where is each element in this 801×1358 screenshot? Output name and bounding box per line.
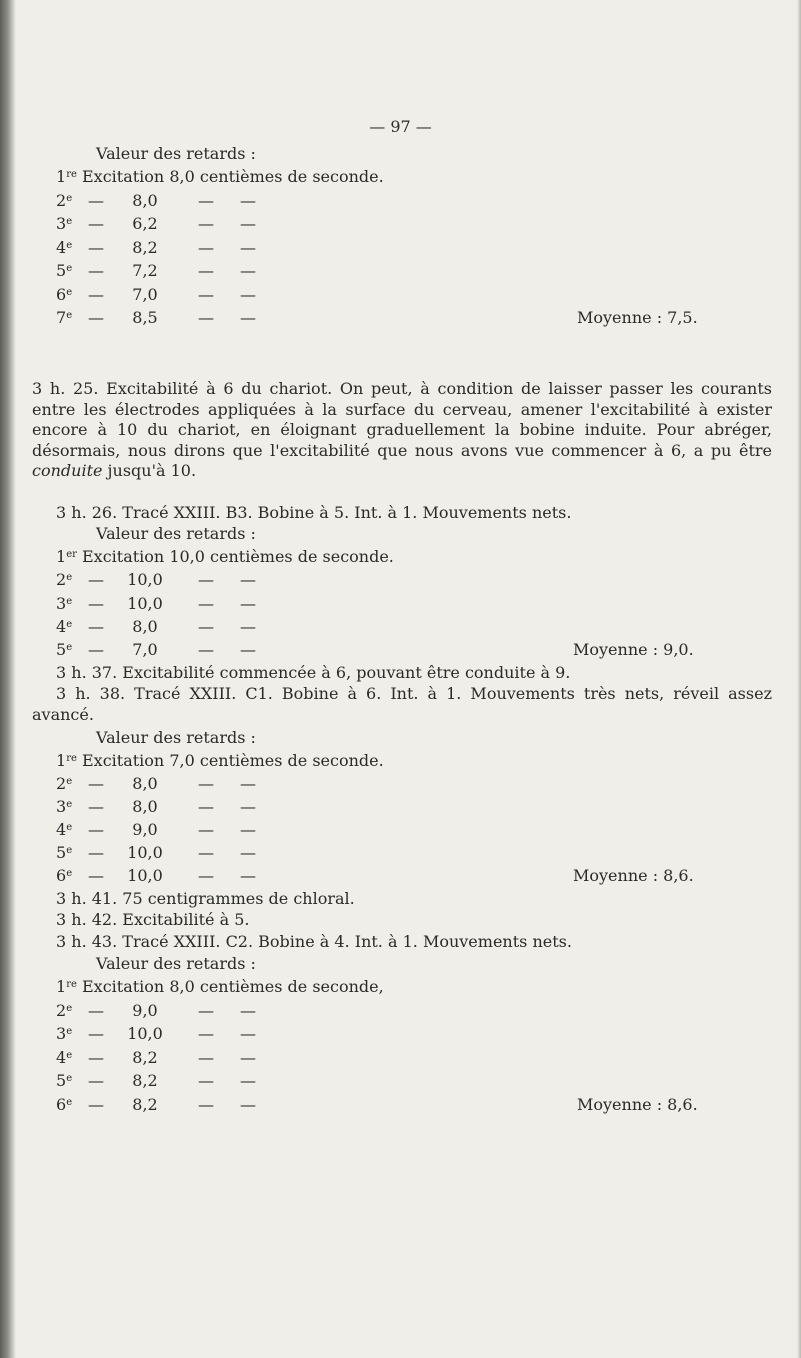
dash: — [240,261,256,280]
retard-ordinal: 5e [56,1071,73,1091]
dash: — [240,820,256,839]
dash: — [240,1071,256,1091]
dash: — [240,237,256,257]
retard-row [0,773,801,795]
retard-ordinal: 3e [56,1024,73,1044]
retard-ordinal: 1re [56,977,77,996]
retard-ordinal: 7e [56,308,73,327]
retard-first-text: Excitation 8,0 centièmes de seconde. [82,167,384,186]
retard-value: 8,0 [132,190,158,210]
retard-average: Moyenne : 8,6. [573,866,694,885]
retard-row [0,976,801,998]
dash: — [88,820,104,839]
dash: — [198,1095,214,1114]
retard-ordinal: 4e [56,616,73,636]
dash: — [88,1095,104,1114]
dash: — [88,616,104,636]
retard-row [0,865,801,887]
retard-row [0,639,801,661]
retard-value: 10,0 [127,570,163,590]
retard-value: 7,2 [132,261,158,280]
retards-header-2: Valeur des retards : [96,524,256,543]
dash: — [198,570,214,590]
retard-average: Moyenne : 9,0. [573,640,694,660]
retard-ordinal: 3e [56,214,73,233]
paragraph-3h41: 3 h. 41. 75 centigrammes de chloral. [56,889,355,908]
dash: — [240,1095,256,1114]
retard-row [0,1094,801,1116]
retard-average: Moyenne : 7,5. [577,308,698,327]
dash: — [240,190,256,210]
retard-ordinal: 1re [56,167,77,186]
retard-row [0,307,801,329]
dash: — [240,284,256,304]
retard-row [0,1070,801,1092]
dash: — [88,774,104,793]
dash: — [240,866,256,885]
dash: — [240,640,256,660]
retard-average: Moyenne : 8,6. [577,1095,698,1114]
dash: — [88,640,104,660]
dash: — [198,843,214,862]
retard-value: 9,0 [132,820,158,839]
dash: — [88,1047,104,1067]
paragraph-3h37: 3 h. 37. Excitabilité commencée à 6, pouvant être conduite à 9. [56,663,571,682]
retard-value: 10,0 [127,593,163,613]
retard-row [0,842,801,864]
retard-row [0,166,801,188]
retard-row [0,750,801,772]
dash: — [240,616,256,636]
retard-value: 8,0 [132,616,158,636]
retard-value: 10,0 [127,1024,163,1044]
dash: — [198,214,214,233]
dash: — [88,190,104,210]
retard-ordinal: 4e [56,820,73,839]
retard-value: 8,2 [132,1095,158,1114]
dash: — [88,1000,104,1020]
retard-row [0,190,801,212]
retard-row [0,819,801,841]
dash: — [88,1071,104,1091]
dash: — [240,570,256,590]
retard-row [0,284,801,306]
dash: — [88,797,104,816]
retard-value: 8,2 [132,237,158,257]
dash: — [198,866,214,885]
dash: — [198,190,214,210]
retard-value: 7,0 [132,284,158,304]
retard-row [0,616,801,638]
retard-ordinal: 6e [56,1095,73,1114]
dash: — [88,261,104,280]
dash: — [198,774,214,793]
retard-ordinal: 5e [56,261,73,280]
dash: — [198,640,214,660]
paragraph-3h26: 3 h. 26. Tracé XXIII. B3. Bobine à 5. Int. à 1. Mouvements nets. [56,503,572,522]
retards-header-4: Valeur des retards : [96,954,256,973]
dash: — [240,1024,256,1044]
paragraph-3h42: 3 h. 42. Excitabilité à 5. [56,910,250,929]
dash: — [240,843,256,862]
dash: — [240,797,256,816]
dash: — [198,1024,214,1044]
dash: — [240,1000,256,1020]
retard-value: 6,2 [132,214,158,233]
dash: — [88,214,104,233]
dash: — [88,570,104,590]
dash: — [198,261,214,280]
dash: — [198,1000,214,1020]
retards-header-3: Valeur des retards : [96,728,256,747]
retard-row [0,1000,801,1022]
retard-ordinal: 6e [56,866,73,885]
retard-ordinal: 4e [56,237,73,257]
retard-value: 10,0 [127,843,163,862]
retard-row [0,796,801,818]
dash: — [198,284,214,304]
retard-ordinal: 1re [56,751,77,770]
retard-ordinal: 5e [56,843,73,862]
dash: — [240,308,256,327]
retard-row [0,593,801,615]
retard-value: 8,5 [132,308,158,327]
retard-ordinal: 3e [56,593,73,613]
dash: — [198,797,214,816]
dash: — [198,237,214,257]
retard-ordinal: 2e [56,774,73,793]
dash: — [240,593,256,613]
retard-ordinal: 6e [56,284,73,304]
retard-ordinal: 2e [56,190,73,210]
retard-first-text: Excitation 8,0 centièmes de seconde, [82,977,384,996]
retard-ordinal: 5e [56,640,73,660]
dash: — [88,284,104,304]
dash: — [198,1071,214,1091]
retard-first-text: Excitation 7,0 centièmes de seconde. [82,751,384,770]
dash: — [240,214,256,233]
retard-ordinal: 4e [56,1047,73,1067]
paragraph-3h25: 3 h. 25. Excitabilité à 6 du chariot. On peut, à condition de laisser passer les courants entre les électrodes appliquées à la surface du cerveau, amener l'excitabilité à exister encore à 10 du chariot, en éloignant graduellement la bobine induite. Pour abréger, désormais, nous dirons que l'excitabilité que nous avons vue commencer à 6, a pu être conduite jusqu'à 10. [32,379,772,481]
retard-first-text: Excitation 10,0 centièmes de seconde. [82,547,394,566]
retard-value: 8,2 [132,1047,158,1067]
retard-value: 9,0 [132,1000,158,1020]
retard-value: 8,0 [132,774,158,793]
retard-value: 8,0 [132,797,158,816]
italic-conduite: conduite [32,461,103,481]
paragraph-3h38: 3 h. 38. Tracé XXIII. C1. Bobine à 6. Int. à 1. Mouvements très nets, réveil assez avancé. [32,684,772,724]
retard-ordinal: 1er [56,547,77,566]
dash: — [240,1047,256,1067]
dash: — [240,774,256,793]
dash: — [198,593,214,613]
dash: — [88,1024,104,1044]
retard-row [0,1047,801,1069]
paragraph-3h43: 3 h. 43. Tracé XXIII. C2. Bobine à 4. Int. à 1. Mouvements nets. [56,932,572,951]
retard-row [0,546,801,568]
dash: — [198,616,214,636]
dash: — [198,820,214,839]
dash: — [88,237,104,257]
dash: — [88,866,104,885]
retard-ordinal: 2e [56,570,73,590]
retard-value: 10,0 [127,866,163,885]
retard-ordinal: 3e [56,797,73,816]
retard-ordinal: 2e [56,1000,73,1020]
retard-row [0,260,801,282]
dash: — [88,843,104,862]
retard-value: 8,2 [132,1071,158,1091]
retard-row [0,213,801,235]
dash: — [198,1047,214,1067]
page-number: — 97 — [369,117,432,136]
dash: — [88,593,104,613]
retard-row [0,569,801,591]
retard-row [0,237,801,259]
retard-row [0,1023,801,1045]
retard-value: 7,0 [132,640,158,660]
dash: — [88,308,104,327]
retards-header-1: Valeur des retards : [96,144,256,163]
dash: — [198,308,214,327]
